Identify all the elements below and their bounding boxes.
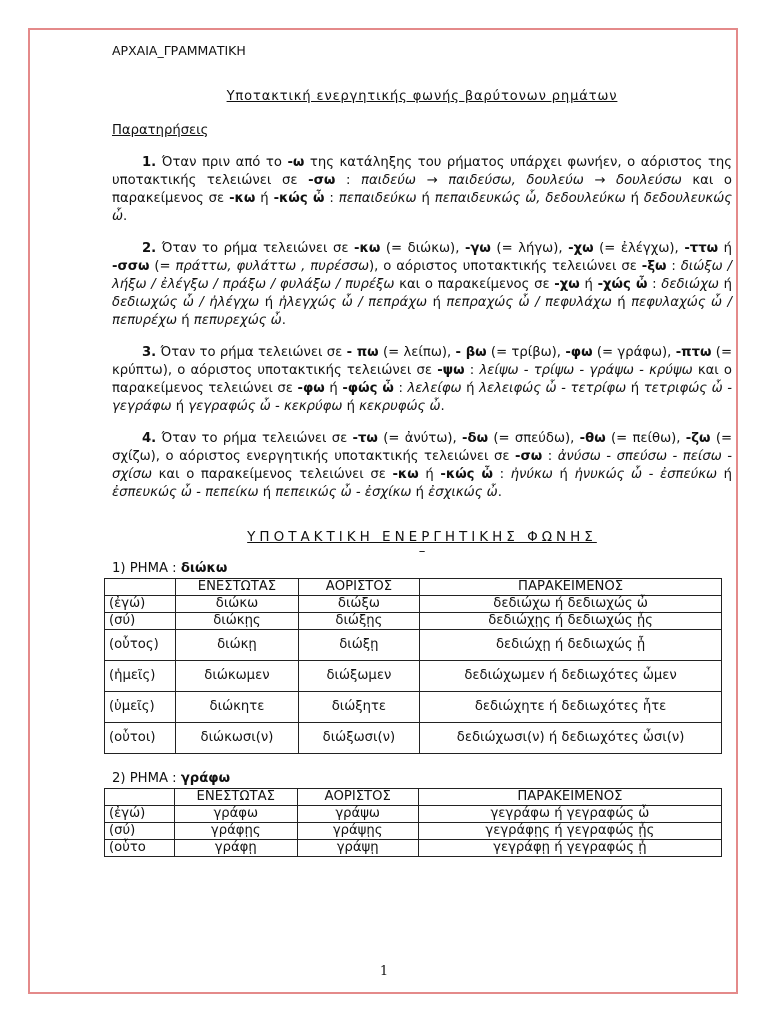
page-number: 1 [379,964,389,979]
rule-text-run: ), ο αόριστος υποτακτικής τελειώνει σε [369,259,642,274]
form-cell: διώκωμεν [176,661,298,692]
example-italic: ἐσχικώς ὦ [428,485,498,500]
rule-text-run: και ο παρακείμενος τελειώνει σε [112,363,732,396]
rule-text-run: Όταν το ρήμα τελειώνει σε [156,345,347,360]
form-cell: δεδιώχῃς ή δεδιωχώς ᾖς [420,613,722,630]
rule-text-run: ή [324,381,343,396]
rule-text-run: (= λήγω), [490,241,569,256]
ending-bold: -κω [354,241,381,256]
ending-bold: -δω [462,431,489,446]
pronoun-cell: (ἐγώ) [105,596,176,613]
section-dash: – [418,544,426,559]
rule-text-run: (= πείθω), [605,431,686,446]
ending-bold: -φω [565,345,593,360]
ending-bold: -φω [297,381,325,396]
table-row [105,596,722,613]
form-cell: δεδιώχωμεν ή δεδιωχότες ὦμεν [420,661,722,692]
rule-text-run: της κατάληξης του ρήματος υπάρχει φωνήεν, ο αόριστος της υποτακτικής τελειώνει σε [112,155,732,188]
pronoun-cell: (ἐγώ) [105,806,175,823]
example-italic: διώξω / λήξω / ἐλέγξω / πράξω / φυλάξω / πυρέξω [112,259,733,292]
rule-text-run: ή [255,191,274,206]
rule-text-run: (= κρύπτω), ο αόριστος υποτακτικής τελειώνει σε [112,345,732,378]
rule-paragraph-4 [112,430,732,502]
ending-bold: -χω [554,277,580,292]
example-italic: κεκρυφώς ὦ [359,399,441,414]
rule-text-run: ή [418,467,441,482]
ending-bold: -κω [392,467,419,482]
rule-text-run: ή [718,277,732,292]
form-cell: διώξῃ [298,630,420,661]
form-cell: γεγράφῃς ή γεγραφώς ᾖς [418,823,721,840]
rule-text-run: ή [611,295,632,310]
pronoun-cell: (ἡμεῖς) [105,661,176,692]
example-italic: δεδιωχώς ὦ / ἠλέγχω [112,295,260,310]
ending-bold: -ζω [685,431,711,446]
rule-text-run: και ο παρακείμενος σε [112,173,732,206]
rule-text-run: ή [259,295,279,310]
form-cell: γράφω [174,806,297,823]
rule-number: 3. [142,345,157,360]
rule-text-run: : [324,191,339,206]
ending-bold: -ττω [684,241,719,256]
form-cell: γράψῃ [297,840,418,857]
rule-text-run: ή [342,399,360,414]
rule-text-run: Όταν το ρήμα τελειώνει σε [156,241,355,256]
rule-text-run: ή [625,191,644,206]
page-content [109,40,733,857]
rule-paragraph-3 [112,344,732,416]
rule-text-run: . [440,399,445,414]
rule-text-run: και ο παρακείμενος τελειώνει σε [152,467,393,482]
verb-label [112,560,732,578]
form-cell: δεδιώχω ή δεδιωχώς ὦ [420,596,722,613]
table-row [105,723,722,754]
example-italic: τετριφώς ὦ - γεγράφω [112,381,733,414]
rule-text-run: ή [718,241,733,256]
rule-text [112,240,732,330]
verb-name: διώκω [180,561,228,576]
rule-text-run: (= λείπω), [378,345,456,360]
rule-text-run: ή [171,399,189,414]
rule-text-run: ή [579,277,598,292]
example-italic: πεφυλαχώς ὦ / πεπυρέχω [112,295,733,328]
rule-text-run: : [335,173,361,188]
table-row [105,630,722,661]
rule-text [112,154,732,226]
ending-bold: - πω [346,345,379,360]
form-cell: δεδιώχωσι(ν) ή δεδιωχότες ὦσι(ν) [420,723,722,754]
rule-text-run: Όταν πριν από το [156,155,288,170]
rule-text-run: : [647,277,662,292]
pronoun-cell: (οὗτοι) [105,723,176,754]
ending-bold: -τω [352,431,378,446]
column-header: ΕΝΕΣΤΩΤΑΣ [174,789,297,806]
example-italic: ἠνυκώς ὦ - ἐσπεύκω [574,467,718,482]
pronoun-cell: (σύ) [105,823,175,840]
rule-text-run: ή [177,313,194,328]
rule-text-run: : [393,381,408,396]
form-cell: γεγράφω ή γεγραφώς ὦ [418,806,721,823]
form-cell: διώξω [298,596,420,613]
form-cell: δεδιώχῃ ή δεδιωχώς ᾖ [420,630,722,661]
rule-text-run: (= [149,259,176,274]
rule-text [112,430,732,502]
rule-text-run: ή [717,467,733,482]
rule-text-run: . [123,209,128,224]
ending-bold: -χώς ὦ [597,277,648,292]
rule-text-run: ή [552,467,575,482]
pronoun-cell: (ὑμεῖς) [105,692,176,723]
rule-text-run: και ο παρακείμενος σε [394,277,555,292]
ending-bold: -κώς ὦ [440,467,493,482]
section-title-text: ΥΠΟΤΑΚΤΙΚΗ ΕΝΕΡΓΗΤΙΚΗΣ ΦΩΝΗΣ [247,529,597,545]
ending-bold: -σσω [112,259,150,274]
example-italic: πεπεικώς ὦ - ἐσχίκω [275,485,412,500]
example-italic: πεπυρεχώς ὦ [193,313,282,328]
form-cell: γράψω [297,806,418,823]
form-cell: διώκῃ [176,630,298,661]
page-title: Υποτακτική ενεργητικής φωνής βαρύτονων ρημάτων [226,89,618,104]
form-cell: διώκητε [176,692,298,723]
rule-number: 1. [142,155,157,170]
example-italic: ἠλεγχώς ὦ / πεπράχω [278,295,428,310]
table-row [105,692,722,723]
example-italic: δεδιώχω [661,277,719,292]
rule-text-run: (= ἐλέγχω), [593,241,685,256]
ending-bold: - βω [455,345,487,360]
ending-bold: -σω [515,449,543,464]
table-row [105,661,722,692]
verb-name: γράφω [180,771,231,786]
rule-text-run: (= διώκω), [380,241,465,256]
form-cell: διώκῃς [176,613,298,630]
example-italic: πεπαιδευκώς ὦ, δεδουλεύκω [434,191,626,206]
ending-bold: -γω [464,241,491,256]
rule-text-run: : [464,363,480,378]
form-cell: γράφῃ [174,840,297,857]
pronoun-cell: (οὗτος) [105,630,176,661]
rule-text-run: (= σχίζω), ο αόριστος ενεργητικής υποτακτικής τελειώνει σε [112,431,733,464]
form-cell: διώξωσι(ν) [298,723,420,754]
form-cell: γράφῃς [174,823,297,840]
conjugation-table [104,578,722,754]
verb-label [112,770,732,788]
form-cell: διώξῃς [298,613,420,630]
table-row [105,613,722,630]
form-cell: γράψῃς [297,823,418,840]
table-header-row [105,579,722,596]
ending-bold: -πτω [675,345,712,360]
rule-text-run: : [492,467,511,482]
example-italic: πεπαιδεύκω [338,191,417,206]
observations-heading: Παρατηρήσεις [112,123,209,138]
verb-label-prefix: 2) ΡΗΜΑ : [112,771,181,786]
ending-bold: -σω [308,173,336,188]
conjugation-tables [109,560,732,857]
rule-text-run: (= ἀνύτω), [377,431,463,446]
example-italic: ἠνύκω [510,467,553,482]
ending-bold: -χω [568,241,594,256]
column-header: ΑΟΡΙΣΤΟΣ [297,789,418,806]
form-cell: γεγράφῃ ή γεγραφώς ᾖ [418,840,721,857]
rule-text-run: ή [427,295,447,310]
rules-section [112,154,732,502]
example-italic: πεπραχώς ὦ / πεφυλάχω [446,295,612,310]
column-header: ΕΝΕΣΤΩΤΑΣ [176,579,298,596]
example-italic: λελειφώς ὦ - τετρίφω [479,381,627,396]
rule-text-run: (= τρίβω), [486,345,566,360]
rule-text-run: : [542,449,558,464]
rule-text [112,344,732,416]
rule-text-run: ή [416,191,435,206]
table-row [105,823,722,840]
rule-text-run: Όταν το ρήμα τελειώνει σε [156,431,353,446]
ending-bold: -ψω [437,363,465,378]
example-italic: λείψω - τρίψω - γράψω - κρύψω [479,363,693,378]
form-cell: δεδιώχητε ή δεδιωχότες ἦτε [420,692,722,723]
rule-number: 4. [142,431,157,446]
example-italic: ἐσπευκώς ὦ - πεπείκω [112,485,259,500]
column-header [105,579,176,596]
rule-text-run: : [666,259,681,274]
verb-label-prefix: 1) ΡΗΜΑ : [112,561,181,576]
rule-text-run: (= γράφω), [592,345,676,360]
rule-text-run: ή [461,381,480,396]
column-header: ΠΑΡΑΚΕΙΜΕΝΟΣ [418,789,721,806]
document-header: ΑΡΧΑΙΑ_ΓΡΑΜΜΑΤΙΚΗ [112,43,246,58]
example-italic: πράττω, φυλάττω , πυρέσσω [175,259,370,274]
table-row [105,840,722,857]
ending-bold: -ξω [641,259,667,274]
rule-text-run: (= σπεύδω), [488,431,580,446]
example-italic: δεδουλευκώς ὦ [112,191,732,224]
rule-text-run: . [281,313,286,328]
rule-paragraph-2 [112,240,732,330]
form-cell: διώκωσι(ν) [176,723,298,754]
column-header [105,789,175,806]
pronoun-cell: (σύ) [105,613,176,630]
ending-bold: -θω [579,431,606,446]
form-cell: διώκω [176,596,298,613]
ending-bold: -φώς ὦ [342,381,394,396]
conjugation-table [104,788,722,857]
ending-bold: -ω [287,155,305,170]
table-header-row [105,789,722,806]
rule-text-run: ή [626,381,644,396]
ending-bold: -κω [229,191,256,206]
column-header: ΑΟΡΙΣΤΟΣ [298,579,420,596]
rule-text-run: . [497,485,502,500]
example-italic: παιδεύω → παιδεύσω, δουλεύω → δουλεύσω [361,173,682,188]
form-cell: διώξητε [298,692,420,723]
pronoun-cell: (οὗτο [105,840,175,857]
column-header: ΠΑΡΑΚΕΙΜΕΝΟΣ [420,579,722,596]
example-italic: λελείφω [407,381,462,396]
rule-text-run: ή [411,485,429,500]
rule-number: 2. [142,241,157,256]
table-row [105,806,722,823]
form-cell: διώξωμεν [298,661,420,692]
rule-paragraph-1 [112,154,732,226]
ending-bold: -κώς ὦ [273,191,325,206]
rule-text-run: ή [258,485,276,500]
example-italic: γεγραφώς ὦ - κεκρύφω [188,399,343,414]
example-italic: ἀνύσω - σπεύσω - πείσω - σχίσω [112,449,733,482]
